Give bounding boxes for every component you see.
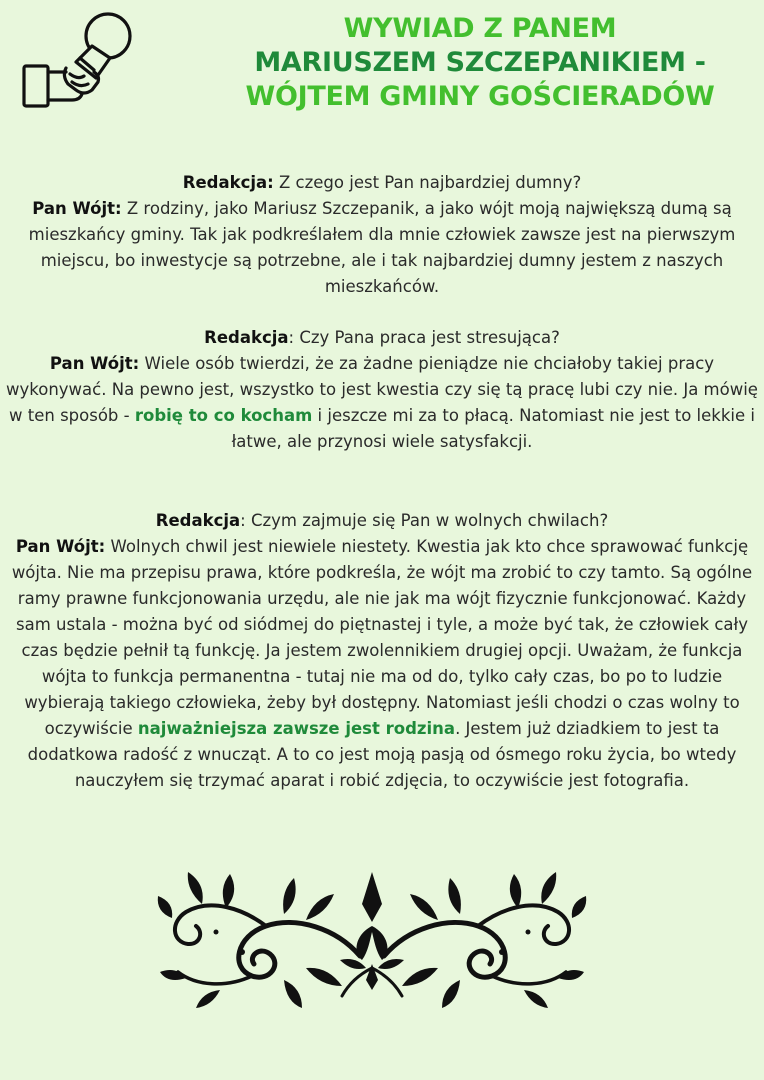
question-label: Redakcja (155, 511, 241, 530)
answer-highlight: najważniejsza zawsze jest rodzina (137, 719, 456, 738)
qa-block-2 (4, 325, 760, 455)
question-3 (4, 508, 760, 534)
answer-text: Z rodziny, jako Mariusz Szczepanik, a jako wójt moją największą dumą są mieszkańcy gminy. Tak jak podkreślałem dla mnie człowiek zawsze jest na pierwszym miejscu, bo inwestycje są potrzebne, ale i tak najbardziej dumny jestem z naszych mieszkańców. (28, 199, 736, 296)
answer-text: Wiele osób twierdzi, że za żadne pieniądze nie chciałoby takiej pracy wykonywać. Na pewno jest, wszystko to jest kwestia czy się tą pracę lubi czy nie. Ja mówię w ten sposób - (6, 354, 758, 425)
question-label: Redakcja: (182, 173, 274, 192)
floral-ornament (156, 868, 588, 1010)
qa-block-1 (4, 170, 760, 300)
title-line-2: MARIUSZEM SZCZEPANIKIEM - (254, 47, 706, 78)
question-text: : Czy Pana praca jest stresująca? (288, 328, 560, 347)
answer-text: Wolnych chwil jest niewiele niestety. Kwestia jak kto chce sprawować funkcję wójta. Nie ma przepisu prawa, które podkreśla, że wójt ma zrobić to czy tamto. Są ogólne ramy prawne funkcjonowania urzędu, ale nie jak ma wójt fizycznie funkcjonować. Każdy sam ustala - można być od siódmej do piętnastej i tyle, a może być tak, że człowiek cały czas będzie pełnił tą funkcję. Ja jestem zwolennikiem drugiej opcji. Uważam, że funkcja wójta to funkcja permanentna - tutaj nie ma od do, tylko cały czas, bo po to ludzie wybierają takiego człowieka, żeby był dostępny. Natomiast jeśli chodzi o czas wolny to oczywiście (11, 537, 753, 738)
question-label: Redakcja (204, 328, 289, 347)
question-2 (4, 325, 760, 351)
title-line-1: WYWIAD Z PANEM (343, 13, 617, 44)
microphone-hand-icon (18, 6, 136, 118)
answer-label: Pan Wójt: (32, 199, 122, 218)
answer-label: Pan Wójt: (15, 537, 106, 556)
answer-label: Pan Wójt: (49, 354, 140, 373)
page-title (200, 12, 760, 114)
answer-3 (4, 534, 760, 794)
answer-text: i jeszcze mi za to płacą. Natomiast nie jest to lekkie i łatwe, ale przynosi wiele satysfakcji. (231, 406, 755, 451)
question-text: : Czym zajmuje się Pan w wolnych chwilach? (240, 511, 609, 530)
question-1 (4, 170, 760, 196)
qa-block-3 (4, 508, 760, 794)
answer-2 (4, 351, 760, 455)
answer-1 (4, 196, 760, 300)
answer-text: . Jestem już dziadkiem to jest ta dodatkowa radość z wnucząt. A to co jest moją pasją od ósmego roku życia, bo wtedy nauczyłem się trzymać aparat i robić zdjęcia, to oczywiście jest fotografia. (27, 719, 737, 790)
title-line-3: WÓJTEM GMINY GOŚCIERADÓW (245, 81, 715, 112)
question-text: Z czego jest Pan najbardziej dumny? (273, 173, 582, 192)
answer-highlight: robię to co kocham (134, 406, 313, 425)
